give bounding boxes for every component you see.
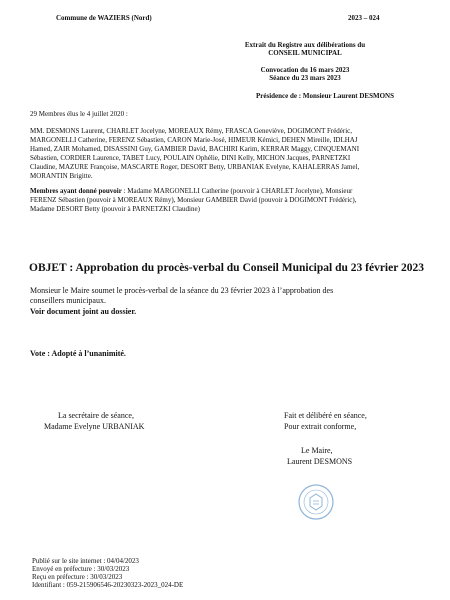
members-list-line: MORANTIN Brigitte. (30, 172, 93, 180)
pouvoir-line: FERENZ Sébastien (pouvoir à MOREAUX Rémy), Monsieur GAMBIER David (pouvoir à DOGIMONT Frédéric), (30, 196, 357, 204)
pouvoir-section (30, 187, 420, 214)
objet-title: OBJET : Approbation du procès-verbal du Conseil Municipal du 23 février 2023 (29, 262, 424, 274)
fait-delibere: Fait et délibéré en séance, (284, 411, 367, 420)
pour-extrait: Pour extrait conforme, (284, 422, 357, 431)
elected-members-heading: 29 Membres élus le 4 juillet 2020 : (30, 110, 128, 118)
reference-number: 2023 – 024 (348, 14, 380, 22)
footer-published: Publié sur le site internet : 04/04/2023 (32, 557, 139, 565)
pouvoir-label: Membres ayant donné pouvoir (30, 187, 122, 195)
footer-identifier: Identifiant : 059-215906546-20230323-2023_024-DE (32, 581, 184, 589)
body-line: conseillers municipaux. (30, 296, 106, 305)
members-list-line: Hamed, ZAIR Mohamed, DISASSINI Guy, GAMBIER David, BACHIRI Karim, KERRAR Maggy, CINQUEMANI (30, 145, 360, 153)
members-list-line: MARGONELLI Catherine, FERENZ Sébastien, CARON Marie-José, HIMEUR Kémici, DEHEN Mireille, IDLHAJ (30, 136, 358, 144)
body-text (30, 286, 422, 306)
municipal-seal-icon (296, 482, 336, 522)
presidence: Présidence de : Monsieur Laurent DESMONS (256, 92, 394, 100)
pouvoir-text: : Madame MARGONELLI Catherine (pouvoir à CHARLET Jocelyne), Monsieur (121, 187, 353, 195)
convocation-date: Convocation du 16 mars 2023 (260, 66, 350, 74)
extract-line1: Extrait du Registre aux délibérations du (244, 41, 366, 49)
pouvoir-line: Madame DESORT Betty (pouvoir à PARNETZKI Claudine) (30, 205, 200, 213)
commune-name: Commune de WAZIERS (Nord) (56, 14, 152, 22)
members-list-line: MM. DESMONS Laurent, CHARLET Jocelyne, MOREAUX Rémy, FRASCA Geneviève, DOGIMONT Frédéric, (30, 127, 353, 135)
maire-title: Le Maire, (301, 446, 333, 455)
secretary-title: La secrétaire de séance, (58, 411, 134, 420)
secretary-name: Madame Evelyne URBANIAK (44, 422, 145, 431)
seance-date: Séance du 23 mars 2023 (269, 74, 341, 82)
members-list-line: Claudine, MAZURE Françoise, MASCARTE Roger, DESORT Betty, URBANIAK Evelyne, KAHALERRAS Jamel, (30, 163, 360, 171)
body-line: Monsieur le Maire soumet le procès-verbal de la séance du 23 février 2023 à l’approbation des (30, 286, 334, 295)
members-list-line: Sébastien, CORDIER Laurence, TABET Lucy, POULAIN Ophélie, DINI Kelly, MICHON Jacques, PARNETZKI (30, 154, 351, 162)
maire-name: Laurent DESMONS (287, 457, 353, 466)
extract-line2: CONSEIL MUNICIPAL (268, 49, 342, 57)
members-list (30, 127, 420, 181)
vote-result: Vote : Adopté à l’unanimité. (30, 349, 126, 358)
footer-sent: Envoyé en préfecture : 30/03/2023 (32, 565, 130, 573)
pouvoir-first-line (30, 187, 420, 196)
attachment-note: Voir document joint au dossier. (30, 307, 137, 316)
footer-received: Reçu en préfecture : 30/03/2023 (32, 573, 123, 581)
